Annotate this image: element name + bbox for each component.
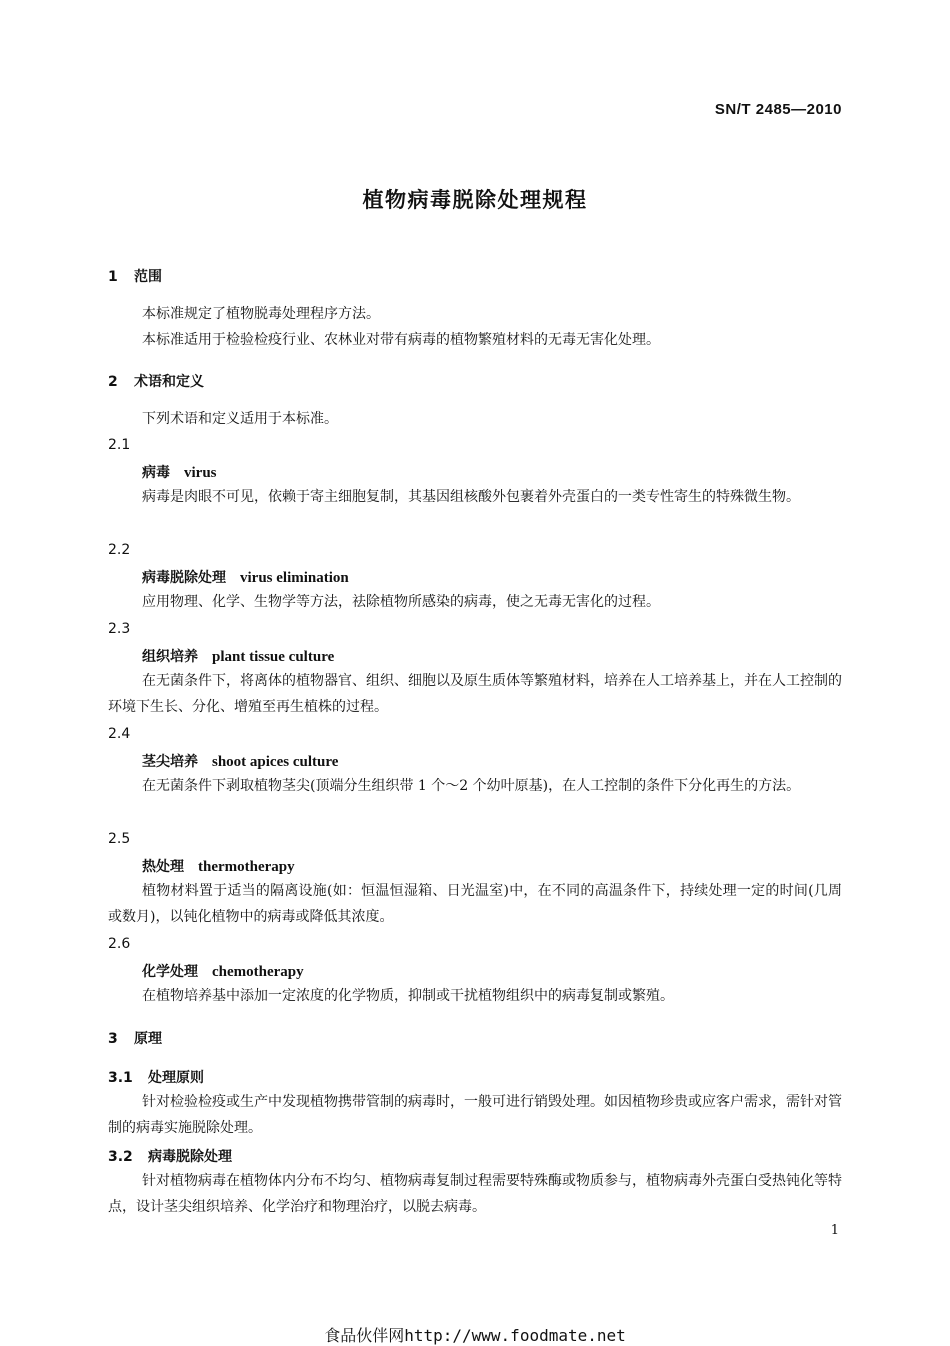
term-chinese: 化学处理: [142, 964, 198, 980]
section-number: 3: [108, 1031, 118, 1047]
term-entry: [142, 961, 304, 981]
section-1-paragraph-1: 本标准规定了植物脱毒处理程序方法。: [142, 306, 380, 322]
term-definition: 病毒是肉眼不可见，依赖于寄主细胞复制，其基因组核酸外包裹着外壳蛋白的一类专性寄生的特殊微生物。: [142, 489, 800, 505]
section-title: 原理: [134, 1031, 162, 1047]
section-3-heading: [108, 1028, 162, 1048]
clause-number: 2.6: [108, 936, 131, 952]
clause-number: 2.5: [108, 831, 131, 847]
document-title: 植物病毒脱除处理规程: [362, 188, 588, 212]
subclause-number: 3.2: [108, 1149, 133, 1165]
term-chinese: 病毒脱除处理: [142, 570, 226, 586]
clause-number: 2.3: [108, 621, 131, 637]
term-english: plant tissue culture: [212, 649, 335, 665]
term-entry: [142, 751, 338, 771]
term-definition: 植物材料置于适当的隔离设施(如：恒温恒湿箱、日光温室)中，在不同的高温条件下，持续处理一定的时间(几周或数月)，以钝化植物中的病毒或降低其浓度。: [108, 883, 842, 925]
subclause-text: 针对检验检疫或生产中发现植物携带管制的病毒时，一般可进行销毁处理。如因植物珍贵或应客户需求，需针对管制的病毒实施脱除处理。: [108, 1094, 842, 1136]
footer-watermark: 食品伙伴网http://www.foodmate.net: [324, 1326, 626, 1345]
subclause-heading: [108, 1146, 232, 1166]
standard-code: SN/T 2485—2010: [714, 101, 842, 118]
section-1-heading: [108, 266, 162, 286]
subclause-text: 针对植物病毒在植物体内分布不均匀、植物病毒复制过程需要特殊酶或物质参与，植物病毒外壳蛋白受热钝化等特点，设计茎尖组织培养、化学治疗和物理治疗，以脱去病毒。: [108, 1173, 842, 1215]
term-definition: 在无菌条件下剥取植物茎尖(顶端分生组织带 1 个～2 个幼叶原基)，在人工控制的条件下分化再生的方法。: [142, 778, 801, 794]
section-2-heading: [108, 371, 204, 391]
term-english: virus: [184, 465, 217, 481]
term-chinese: 茎尖培养: [142, 754, 198, 770]
term-entry: [142, 567, 349, 587]
term-english: thermotherapy: [198, 859, 295, 875]
term-definition: 应用物理、化学、生物学等方法，祛除植物所感染的病毒，使之无毒无害化的过程。: [142, 594, 660, 610]
section-number: 1: [108, 269, 118, 285]
subclause-title: 病毒脱除处理: [148, 1149, 232, 1165]
term-definition: 在无菌条件下，将离体的植物器官、组织、细胞以及原生质体等繁殖材料，培养在人工培养基上，并在人工控制的环境下生长、分化、增殖至再生植株的过程。: [108, 673, 842, 715]
subclause-heading: [108, 1067, 204, 1087]
section-2-intro: 下列术语和定义适用于本标准。: [142, 411, 338, 427]
section-title: 术语和定义: [134, 374, 204, 390]
term-entry: [142, 462, 217, 482]
subclause-title: 处理原则: [148, 1070, 204, 1086]
term-definition: 在植物培养基中添加一定浓度的化学物质，抑制或干扰植物组织中的病毒复制或繁殖。: [142, 988, 674, 1004]
section-title: 范围: [134, 269, 162, 285]
clause-number: 2.4: [108, 726, 131, 742]
term-english: chemotherapy: [212, 964, 304, 980]
section-number: 2: [108, 374, 118, 390]
term-chinese: 组织培养: [142, 649, 198, 665]
term-english: shoot apices culture: [212, 754, 339, 770]
term-entry: [142, 856, 295, 876]
page-number: 1: [830, 1223, 839, 1238]
section-1-paragraph-2: 本标准适用于检验检疫行业、农林业对带有病毒的植物繁殖材料的无毒无害化处理。: [142, 332, 660, 348]
subclause-number: 3.1: [108, 1070, 133, 1086]
clause-number: 2.2: [108, 542, 131, 558]
term-entry: [142, 646, 334, 666]
term-chinese: 病毒: [142, 465, 170, 481]
term-english: virus elimination: [240, 570, 349, 586]
term-chinese: 热处理: [142, 859, 184, 875]
clause-number: 2.1: [108, 437, 131, 453]
